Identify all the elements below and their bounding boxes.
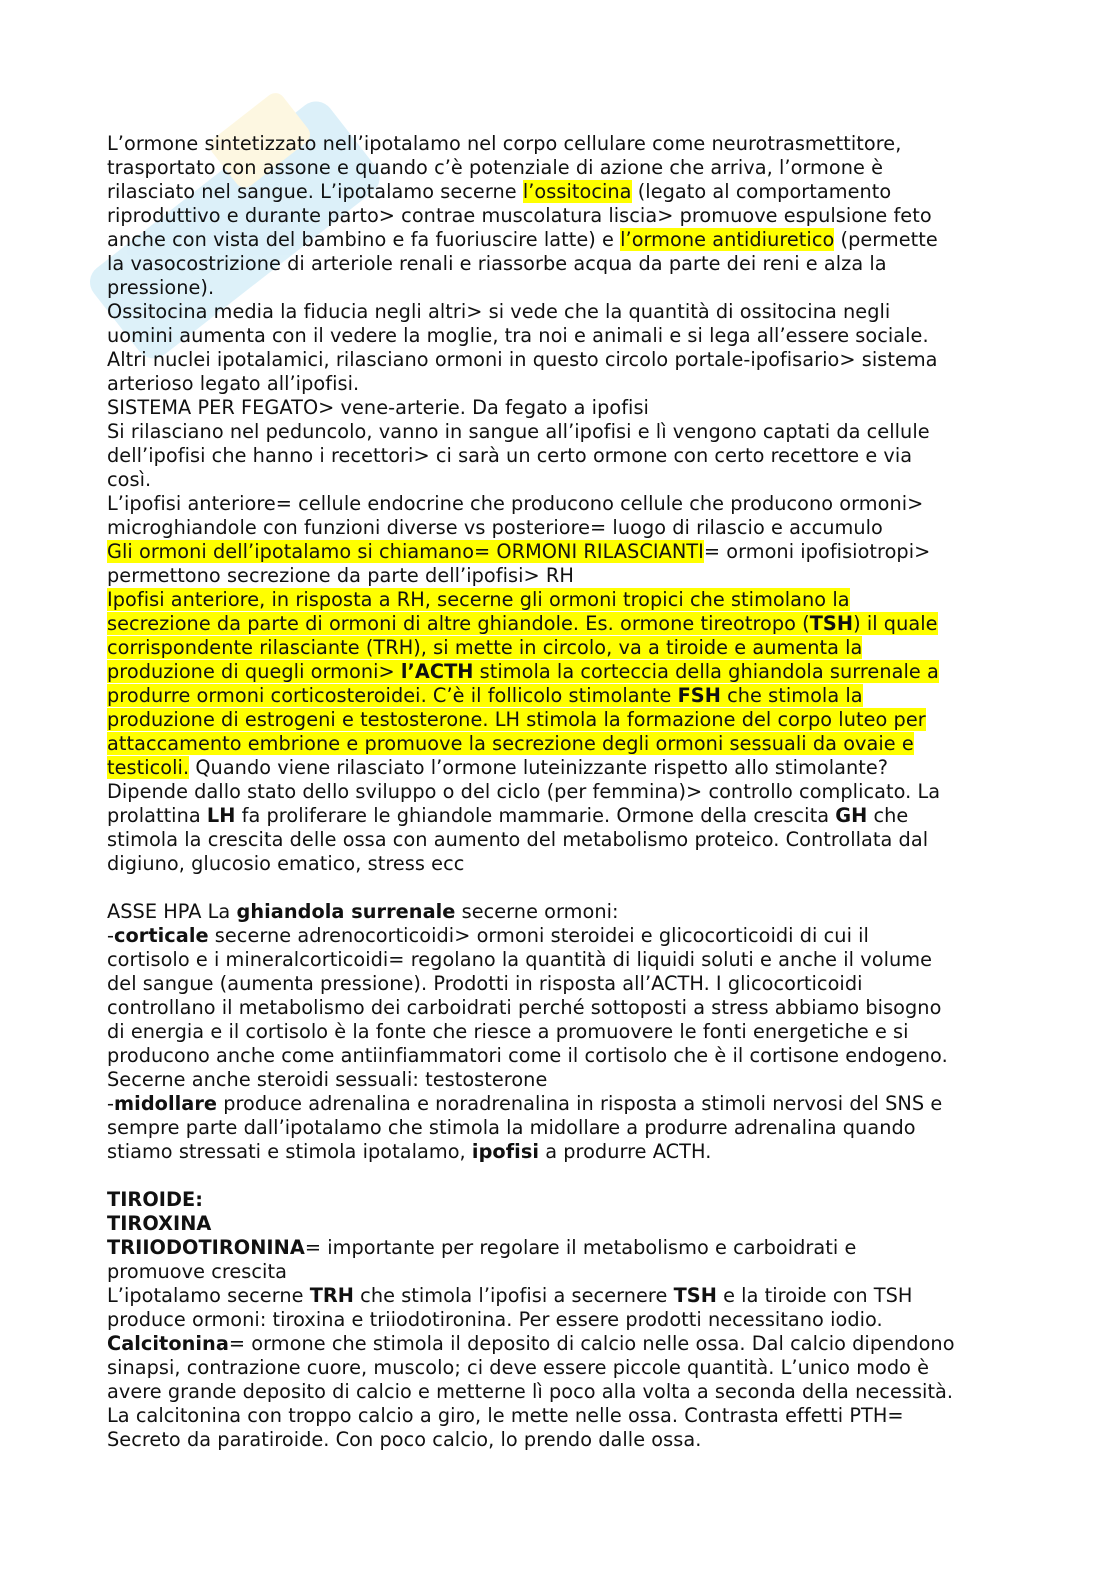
highlighted-text: l’ormone antidiuretico bbox=[620, 228, 835, 251]
highlighted-text: l’ossitocina bbox=[522, 180, 632, 203]
text-run: L’ipotalamo secerne bbox=[107, 1284, 310, 1307]
text-run: = ormone che stimola il deposito di calcio nelle ossa. Dal calcio dipendono bbox=[228, 1332, 955, 1355]
bold-term: TSH bbox=[673, 1284, 717, 1307]
text-line bbox=[107, 972, 1007, 996]
text-run: ASSE HPA La bbox=[107, 900, 237, 923]
text-line bbox=[107, 252, 1007, 276]
text-line bbox=[107, 1356, 1007, 1380]
text-line bbox=[107, 180, 1007, 204]
text-run: microghiandole con funzioni diverse vs posteriore= luogo di rilascio e accumulo bbox=[107, 516, 883, 539]
text-run: la vasocostrizione di arteriole renali e riassorbe acqua da parte dei reni e alza la bbox=[107, 252, 887, 275]
bold-term: midollare bbox=[114, 1092, 218, 1115]
text-run: riproduttivo e durante parto> contrae muscolatura liscia> promuove espulsione feto bbox=[107, 204, 932, 227]
text-line bbox=[107, 852, 1007, 876]
text-line bbox=[107, 1380, 1007, 1404]
blank-line bbox=[107, 876, 1007, 900]
highlighted-text: produrre ormoni corticosteroidei. C’è il follicolo stimolante bbox=[107, 684, 678, 707]
text-line bbox=[107, 780, 1007, 804]
text-run: Secerne anche steroidi sessuali: testosterone bbox=[107, 1068, 548, 1091]
text-line bbox=[107, 588, 1007, 612]
text-line bbox=[107, 924, 1007, 948]
text-run: e la tiroide con TSH bbox=[716, 1284, 913, 1307]
bold-term: TRIIODOTIRONINA bbox=[107, 1236, 305, 1259]
text-line bbox=[107, 732, 1007, 756]
text-run: sinapsi, contrazione cuore, muscolo; ci deve essere piccole quantità. L’unico modo è bbox=[107, 1356, 930, 1379]
text-run: SISTEMA PER FEGATO> vene-arterie. Da fegato a ipofisi bbox=[107, 396, 649, 419]
highlighted-text: TSH bbox=[809, 612, 854, 635]
text-run: promuove crescita bbox=[107, 1260, 287, 1283]
bold-term: ipofisi bbox=[471, 1140, 540, 1163]
text-line bbox=[107, 372, 1007, 396]
text-line bbox=[107, 444, 1007, 468]
highlighted-text: che stimola la bbox=[720, 684, 863, 707]
text-line bbox=[107, 156, 1007, 180]
text-run: Quando viene rilasciato l’ormone luteinizzante rispetto allo stimolante? bbox=[189, 756, 889, 779]
text-run: dell’ipofisi che hanno i recettori> ci sarà un certo ormone con certo recettore e via bbox=[107, 444, 913, 467]
text-line bbox=[107, 276, 1007, 300]
text-run: Si rilasciano nel peduncolo, vanno in sangue all’ipofisi e lì vengono captati da cellule bbox=[107, 420, 930, 443]
bold-term: Calcitonina bbox=[107, 1332, 229, 1355]
text-line bbox=[107, 684, 1007, 708]
text-line bbox=[107, 348, 1007, 372]
text-line bbox=[107, 828, 1007, 852]
text-line bbox=[107, 468, 1007, 492]
text-line bbox=[107, 1188, 1007, 1212]
text-run: cortisolo e i mineralcorticoidi= regolano la quantità di liquidi soluti e anche il volume bbox=[107, 948, 932, 971]
text-run: stiamo stressati e stimola ipotalamo, bbox=[107, 1140, 472, 1163]
text-run: digiuno, glucosio ematico, stress ecc bbox=[107, 852, 465, 875]
text-line bbox=[107, 1116, 1007, 1140]
text-run: controllano il metabolismo dei carboidrati perché sottoposti a stress abbiamo bisogno bbox=[107, 996, 942, 1019]
text-line bbox=[107, 1020, 1007, 1044]
text-run: prolattina bbox=[107, 804, 207, 827]
text-run: Ossitocina media la fiducia negli altri> si vede che la quantità di ossitocina negli bbox=[107, 300, 891, 323]
text-run: uomini aumenta con il vedere la moglie, tra noi e animali e si lega all’essere sociale. bbox=[107, 324, 929, 347]
text-line bbox=[107, 660, 1007, 684]
text-line bbox=[107, 324, 1007, 348]
text-line bbox=[107, 1092, 1007, 1116]
highlighted-text: secrezione da parte di ormoni di altre ghiandole. Es. ormone tireotropo ( bbox=[107, 612, 810, 635]
text-line bbox=[107, 564, 1007, 588]
text-run: Dipende dallo stato dello sviluppo o del ciclo (per femmina)> controllo complicato. La bbox=[107, 780, 941, 803]
highlighted-text: Ipofisi anteriore, in risposta a RH, secerne gli ormoni tropici che stimolano la bbox=[107, 588, 850, 611]
text-run: - bbox=[107, 924, 115, 947]
text-line bbox=[107, 1284, 1007, 1308]
text-line bbox=[107, 948, 1007, 972]
text-line bbox=[107, 1404, 1007, 1428]
text-line bbox=[107, 516, 1007, 540]
text-run: (permette bbox=[834, 228, 938, 251]
text-run: che bbox=[867, 804, 909, 827]
text-run: rilasciato nel sangue. L’ipotalamo secerne bbox=[107, 180, 523, 203]
blank-line bbox=[107, 1164, 1007, 1188]
text-run: L’ipofisi anteriore= cellule endocrine che producono cellule che producono ormoni> bbox=[107, 492, 924, 515]
text-run: sempre parte dall’ipotalamo che stimola la midollare a produrre adrenalina quando bbox=[107, 1116, 916, 1139]
highlighted-text: Gli ormoni dell’ipotalamo si chiamano= ORMONI RILASCIANTI bbox=[107, 540, 704, 563]
text-run: = importante per regolare il metabolismo e carboidrati e bbox=[304, 1236, 857, 1259]
text-line bbox=[107, 1428, 1007, 1452]
text-line bbox=[107, 708, 1007, 732]
highlighted-text: produzione di quegli ormoni> bbox=[107, 660, 401, 683]
bold-term: TIROIDE: bbox=[107, 1188, 204, 1211]
text-line bbox=[107, 612, 1007, 636]
text-line bbox=[107, 540, 1007, 564]
text-run: - bbox=[107, 1092, 115, 1115]
text-line bbox=[107, 996, 1007, 1020]
text-run: secerne adrenocorticoidi> ormoni steroidei e glicocorticoidi di cui il bbox=[208, 924, 869, 947]
text-run: del sangue (aumenta pressione). Prodotti in risposta all’ACTH. I glicocorticoidi bbox=[107, 972, 863, 995]
text-line bbox=[107, 1236, 1007, 1260]
text-run: secerne ormoni: bbox=[455, 900, 619, 923]
bold-term: TRH bbox=[309, 1284, 354, 1307]
highlighted-text: FSH bbox=[677, 684, 721, 707]
text-run: permettono secrezione da parte dell’ipofisi> RH bbox=[107, 564, 574, 587]
text-run: producono anche come antiinfiammatori come il cortisolo che è il cortisone endogeno. bbox=[107, 1044, 948, 1067]
text-line bbox=[107, 396, 1007, 420]
text-run: (legato al comportamento bbox=[631, 180, 892, 203]
highlighted-text: attaccamento embrione e promuove la secrezione degli ormoni sessuali da ovaie e bbox=[107, 732, 914, 755]
text-line bbox=[107, 756, 1007, 780]
text-run: a produrre ACTH. bbox=[539, 1140, 712, 1163]
text-line bbox=[107, 228, 1007, 252]
text-line bbox=[107, 492, 1007, 516]
bold-term: ghiandola surrenale bbox=[236, 900, 456, 923]
text-line bbox=[107, 804, 1007, 828]
highlighted-text: stimola la corteccia della ghiandola surrenale a bbox=[473, 660, 939, 683]
text-run: Secreto da paratiroide. Con poco calcio, lo prendo dalle ossa. bbox=[107, 1428, 702, 1451]
text-line bbox=[107, 420, 1007, 444]
highlighted-text: ) il quale bbox=[853, 612, 938, 635]
highlighted-text: corrispondente rilasciante (TRH), si mette in circolo, va a tiroide e aumenta la bbox=[107, 636, 863, 659]
text-run: di energia e il cortisolo è la fonte che riesce a promuovere le fonti energetiche e si bbox=[107, 1020, 909, 1043]
document-body bbox=[107, 132, 1007, 1452]
text-line bbox=[107, 204, 1007, 228]
highlighted-text: testicoli. bbox=[107, 756, 190, 779]
bold-term: TIROXINA bbox=[107, 1212, 212, 1235]
text-line bbox=[107, 1332, 1007, 1356]
text-run: anche con vista del bambino e fa fuoriuscire latte) e bbox=[107, 228, 621, 251]
text-line bbox=[107, 1044, 1007, 1068]
highlighted-text: produzione di estrogeni e testosterone. LH stimola la formazione del corpo luteo per bbox=[107, 708, 926, 731]
text-line bbox=[107, 1068, 1007, 1092]
highlighted-text: l’ACTH bbox=[400, 660, 474, 683]
text-line bbox=[107, 900, 1007, 924]
text-line bbox=[107, 300, 1007, 324]
text-run: L’ormone sintetizzato nell’ipotalamo nel corpo cellulare come neurotrasmettitore, bbox=[107, 132, 902, 155]
text-run: produce ormoni: tiroxina e triiodotironina. Per essere prodotti necessitano iodio. bbox=[107, 1308, 883, 1331]
text-line bbox=[107, 132, 1007, 156]
text-line bbox=[107, 1140, 1007, 1164]
text-line bbox=[107, 636, 1007, 660]
bold-term: LH bbox=[206, 804, 236, 827]
text-run: fa proliferare le ghiandole mammarie. Ormone della crescita bbox=[235, 804, 836, 827]
text-run: Altri nuclei ipotalamici, rilasciano ormoni in questo circolo portale-ipofisario> sistema bbox=[107, 348, 938, 371]
text-run: La calcitonina con troppo calcio a giro, le mette nelle ossa. Contrasta effetti PTH= bbox=[107, 1404, 904, 1427]
text-run: trasportato con assone e quando c’è potenziale di azione che arriva, l’ormone è bbox=[107, 156, 884, 179]
text-run: arterioso legato all’ipofisi. bbox=[107, 372, 360, 395]
text-line bbox=[107, 1308, 1007, 1332]
text-run: stimola la crescita delle ossa con aumento del metabolismo proteico. Controllata dal bbox=[107, 828, 929, 851]
text-line bbox=[107, 1212, 1007, 1236]
text-run: che stimola l’ipofisi a secernere bbox=[354, 1284, 674, 1307]
text-run: = ormoni ipofisiotropi> bbox=[703, 540, 931, 563]
bold-term: corticale bbox=[114, 924, 209, 947]
text-run: produce adrenalina e noradrenalina in risposta a stimoli nervosi del SNS e bbox=[217, 1092, 943, 1115]
text-run: pressione). bbox=[107, 276, 215, 299]
text-line bbox=[107, 1260, 1007, 1284]
text-run: avere grande deposito di calcio e metterne lì poco alla volta a seconda della necessità. bbox=[107, 1380, 954, 1403]
bold-term: GH bbox=[835, 804, 868, 827]
text-run: così. bbox=[107, 468, 152, 491]
